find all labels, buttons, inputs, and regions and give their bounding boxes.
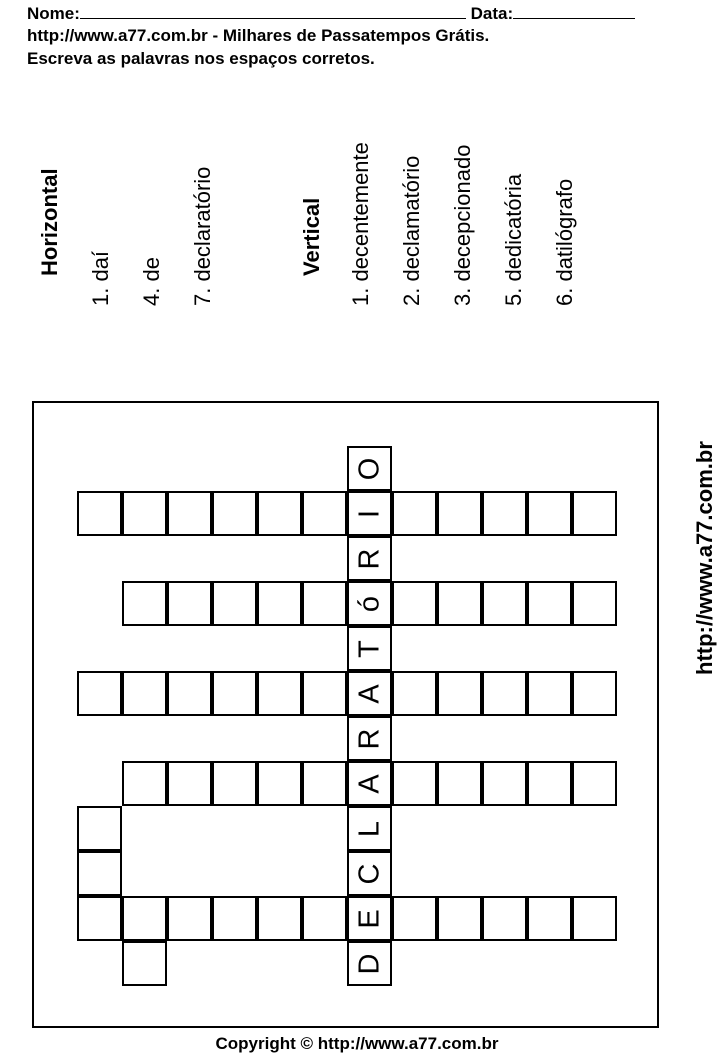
crossword-cell (347, 761, 392, 806)
crossword-cell[interactable] (437, 491, 482, 536)
crossword-cell[interactable] (302, 761, 347, 806)
name-field[interactable] (80, 3, 466, 19)
crossword-cell[interactable] (212, 581, 257, 626)
instructions: Escreva as palavras nos espaços corretos. (27, 49, 375, 68)
crossword-cell[interactable] (167, 761, 212, 806)
crossword-cell[interactable] (122, 941, 167, 986)
site-line: http://www.a77.com.br - Milhares de Passatempos Grátis. (27, 26, 490, 45)
given-letter: E (353, 908, 385, 929)
clue-h-7: 7. declaratório (190, 166, 215, 306)
crossword-cell[interactable] (437, 761, 482, 806)
crossword-cell (347, 536, 392, 581)
given-letter: O (353, 457, 385, 480)
crossword-cell[interactable] (122, 671, 167, 716)
crossword-cell[interactable] (122, 491, 167, 536)
crossword-cell[interactable] (77, 671, 122, 716)
crossword-cell[interactable] (167, 896, 212, 941)
clue-h-4: 4. de (139, 257, 164, 306)
crossword-cell (347, 581, 392, 626)
crossword-cell (347, 851, 392, 896)
crossword-cell (347, 446, 392, 491)
given-letter: I (353, 509, 385, 518)
given-letter: D (353, 953, 385, 974)
crossword-cell (347, 716, 392, 761)
crossword-cell[interactable] (482, 896, 527, 941)
crossword-cell (347, 896, 392, 941)
crossword-cell (347, 941, 392, 986)
crossword-cell[interactable] (437, 896, 482, 941)
crossword-cell[interactable] (527, 581, 572, 626)
crossword-cell[interactable] (482, 761, 527, 806)
crossword-cell[interactable] (77, 851, 122, 896)
crossword-cell[interactable] (572, 896, 617, 941)
date-field[interactable] (513, 3, 635, 19)
crossword-cell[interactable] (167, 491, 212, 536)
given-letter: C (353, 863, 385, 884)
crossword-cell[interactable] (482, 491, 527, 536)
crossword-cell[interactable] (392, 671, 437, 716)
crossword-cell[interactable] (527, 896, 572, 941)
crossword-cell[interactable] (212, 896, 257, 941)
crossword-cell[interactable] (527, 761, 572, 806)
crossword-cell[interactable] (122, 896, 167, 941)
header-name-date-line (27, 3, 635, 24)
crossword-cell[interactable] (212, 761, 257, 806)
crossword-cell[interactable] (527, 671, 572, 716)
copyright-footer: Copyright © http://www.a77.com.br (215, 1034, 499, 1053)
date-label: Data: (470, 4, 514, 23)
crossword-cell[interactable] (302, 896, 347, 941)
crossword-cell[interactable] (302, 671, 347, 716)
given-letter: A (353, 773, 385, 794)
crossword-cell[interactable] (257, 491, 302, 536)
side-url: http://www.a77.com.br (692, 441, 717, 675)
given-letter: T (353, 639, 385, 658)
crossword-cell[interactable] (572, 671, 617, 716)
given-letter: R (353, 548, 385, 569)
crossword-cell (347, 626, 392, 671)
crossword-cell[interactable] (392, 761, 437, 806)
crossword-cell[interactable] (167, 671, 212, 716)
given-letter: ó (353, 595, 385, 612)
name-label: Nome: (27, 4, 80, 23)
clue-v-3: 3. decepcionado (450, 144, 475, 306)
crossword-cell[interactable] (77, 896, 122, 941)
given-letter: R (353, 728, 385, 749)
crossword-cell[interactable] (257, 896, 302, 941)
clue-v-1: 1. decentemente (348, 142, 373, 306)
crossword-cell[interactable] (257, 671, 302, 716)
crossword-cell[interactable] (572, 761, 617, 806)
crossword-cell[interactable] (482, 581, 527, 626)
clue-v-2: 2. declamatório (399, 155, 424, 306)
crossword-cell[interactable] (122, 581, 167, 626)
crossword-cell[interactable] (572, 491, 617, 536)
vertical-title: Vertical (299, 197, 324, 276)
crossword-cell[interactable] (437, 581, 482, 626)
crossword-cell[interactable] (302, 581, 347, 626)
crossword-cell (347, 671, 392, 716)
crossword-cell[interactable] (167, 581, 212, 626)
clue-v-6: 6. datilógrafo (552, 178, 577, 306)
crossword-cell[interactable] (437, 671, 482, 716)
given-letter: L (353, 820, 385, 837)
horizontal-title: Horizontal (37, 168, 62, 276)
crossword-cell[interactable] (572, 581, 617, 626)
crossword-cell[interactable] (212, 671, 257, 716)
crossword-cell[interactable] (527, 491, 572, 536)
crossword-cell (347, 491, 392, 536)
crossword-cell[interactable] (257, 581, 302, 626)
crossword-cell[interactable] (77, 491, 122, 536)
crossword-cell[interactable] (302, 491, 347, 536)
clue-v-5: 5. dedicatória (501, 173, 526, 306)
crossword-cell[interactable] (212, 491, 257, 536)
crossword-cell[interactable] (482, 671, 527, 716)
crossword-cell[interactable] (77, 806, 122, 851)
crossword-cell[interactable] (392, 896, 437, 941)
crossword-cell (347, 806, 392, 851)
crossword-cell[interactable] (392, 581, 437, 626)
crossword-cell[interactable] (122, 761, 167, 806)
given-letter: A (353, 683, 385, 704)
crossword-cell[interactable] (257, 761, 302, 806)
clue-h-1: 1. daí (88, 250, 113, 306)
crossword-cell[interactable] (392, 491, 437, 536)
